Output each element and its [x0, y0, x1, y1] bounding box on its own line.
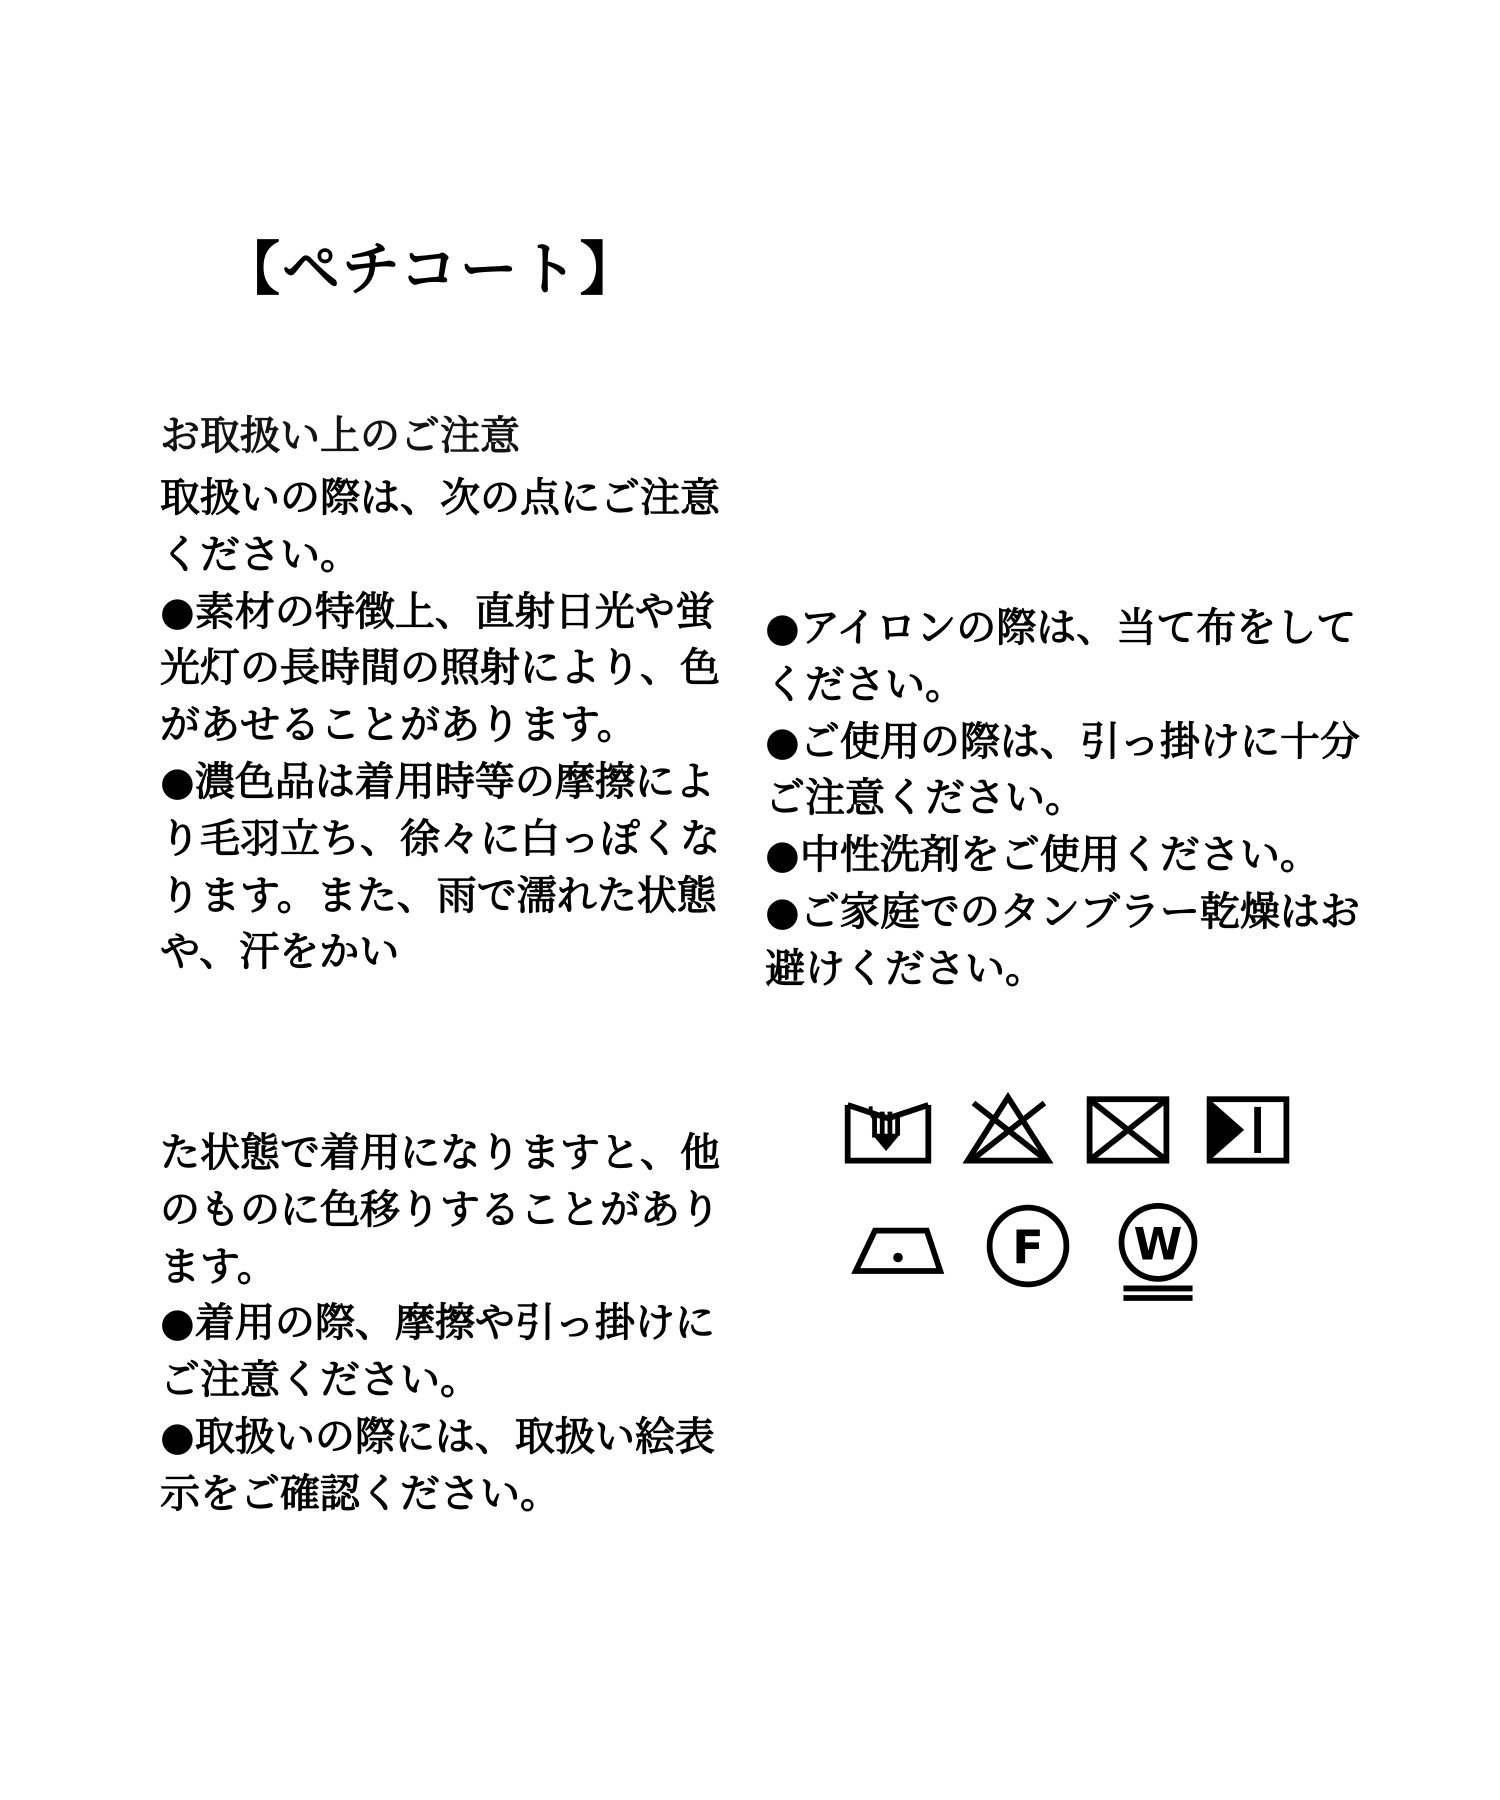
wetclean-w-symbol: [1110, 1198, 1206, 1294]
left-continued-paragraph-3: ●取扱いの際には、取扱い絵表示をご確認ください。: [160, 1413, 715, 1517]
right-paragraph-4: ●ご家庭でのタンブラー乾燥はお避けください。: [765, 888, 1360, 992]
right-paragraph-2: ●ご使用の際は、引っ掛けに十分ご注意ください。: [765, 718, 1360, 822]
care-symbols-row-2: [850, 1198, 1320, 1294]
no-tumble-dry-symbol: [1080, 1080, 1176, 1176]
drip-dry-in-shade-symbol: [1200, 1080, 1296, 1176]
left-paragraph-3: ●濃色品は着用時等の摩擦により毛羽立ち、徐々に白っぽくなります。また、雨で濡れた状態や、汗をかい: [160, 758, 720, 976]
care-symbols-row-1: [840, 1080, 1320, 1176]
right-paragraph-3: ●中性洗剤をご使用ください。: [765, 832, 1320, 879]
clipped-heading-container: [160, 413, 720, 466]
iron-low-symbol: [850, 1198, 946, 1294]
left-continued-paragraph-1: た状態で着用になりますと、他のものに色移りすることがあります。: [160, 1130, 720, 1290]
right-column-block: [765, 600, 1365, 998]
dryclean-f-symbol: [980, 1198, 1076, 1294]
clipped-heading: お取扱い上のご注意: [160, 413, 520, 459]
left-continued-paragraph-2: ●着用の際、摩擦や引っ掛けにご注意ください。: [160, 1300, 715, 1404]
svg-text:W: W: [1133, 1219, 1183, 1271]
no-bleach-symbol: [960, 1080, 1056, 1176]
svg-text:F: F: [1012, 1220, 1044, 1275]
left-column-block-2: [160, 1125, 720, 1523]
page-title: 【ペチコート】: [222, 235, 640, 303]
left-paragraph-1: 取扱いの際は、次の点にご注意ください。: [160, 475, 720, 578]
left-column-block-1: [160, 470, 720, 981]
right-paragraph-1: ●アイロンの際は、当て布をしてください。: [765, 605, 1357, 708]
left-paragraph-2: ●素材の特徴上、直射日光や蛍光灯の長時間の照射により、色があせることがあります。: [160, 588, 720, 749]
hand-wash-symbol: [840, 1080, 936, 1176]
care-symbols: [840, 1080, 1320, 1294]
